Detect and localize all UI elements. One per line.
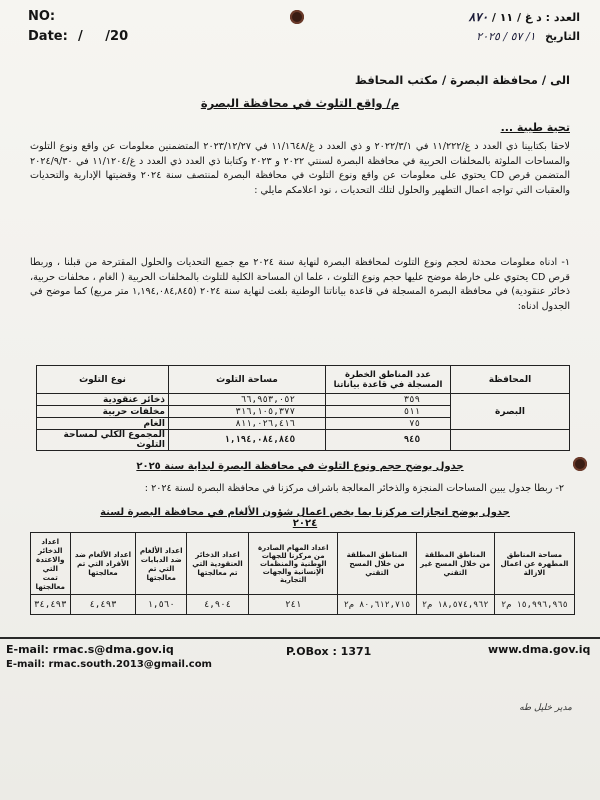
header-type: نوع التلوث (37, 366, 169, 394)
value-anti-tank: ١,٥٦٠ (136, 595, 186, 615)
punch-hole-top (290, 10, 304, 24)
header-hazard-count: عدد المناطق الخطرة المسجلة في قاعدة بياناتنا (326, 366, 451, 394)
value-anti-personnel: ٤,٤٩٣ (70, 595, 136, 615)
value-ts-released: ٨٠,٦١٢,٧١٥ م٢ (338, 595, 416, 615)
achievements-table (30, 532, 575, 615)
row-area: ٦٦,٩٥٣,٠٥٢ (169, 394, 326, 406)
value-cluster-munitions: ٤,٩٠٤ (186, 595, 248, 615)
item-2: ٢- ربطا جدول يبين المساحات المنجزة والذخائر المعالجة باشراف مركزنا في محافظة البصرة لسنة ٢٠٢٤ : (144, 483, 564, 494)
row-count: ٥١١ (326, 406, 451, 418)
paragraph-1-text: لاحقا بكتابينا ذي العدد د غ/١١/٢٢٢ في ٢٠٢٢/٣/١ و ذي العدد د غ/١١/١٦٤٨ في ٢٠٢٣/١٢/٢٧ المتضمنين معلومات عن واقع ونوع التلوث والمساحات الملوثة بالمخلفات الحربية في محافظة البصرة لسنتي ٢٠٢٢ و ٢٠٢٣ وكتابنا ذي العدد ذي العدد د غ/١١/١٢٠٤ في ٢٠٢٤/٩/٣٠ المتضمن قرص CD يحتوي على معلومات عن واقع ونوع التلوث في محافظة البصرة لمنتصف سنة ٢٠٢٤ وقضيتها الإدارية والتحديات والعقبات التي تواجه اعمال التطهير والحلول لتلك التحديات ، نود اعلامكم مايلي : (30, 141, 571, 196)
province-cell: البصرة (451, 394, 570, 430)
header-anti-personnel: اعداد الألغام ضد الأفراد التي تم معالجتها (70, 533, 136, 595)
contamination-table-header (37, 366, 570, 394)
value-ammunition: ٣٤,٤٩٣ (31, 595, 71, 615)
header-nts-released: المناطق المطلقة من خلال المسح غير التقني (416, 533, 494, 595)
total-area: ١,١٩٤,٠٨٤,٨٤٥ (169, 430, 326, 451)
header-cluster-munitions: اعداد الذخائر العنقودية التي تم معالجتها (186, 533, 248, 595)
header-ts-released: المناطق المطلقة من خلال المسح التقني (338, 533, 416, 595)
reference-number (400, 10, 580, 24)
arabic-date-value: ١/ ٥٧ / ٢٠٢٥ (476, 30, 536, 43)
arabic-date (380, 30, 580, 43)
achievements-table-header (31, 533, 575, 595)
total-label: المجموع الكلي لمساحة التلوث (37, 430, 169, 451)
punch-hole-right (573, 457, 587, 471)
row-type: ذخائر عنقودية (37, 394, 169, 406)
header-area: مساحة التلوث (169, 366, 326, 394)
date-label: Date: (28, 29, 68, 44)
row-count: ٧٥ (326, 418, 451, 430)
row-count: ٣٥٩ (326, 394, 451, 406)
greeting: تحية طيبة ... (500, 121, 570, 134)
table-total-row (37, 430, 570, 451)
email-secondary: E-mail: rmac.south.2013@gmail.com (6, 659, 212, 670)
date-value: / /20 (78, 29, 129, 44)
total-count: ٩٤٥ (326, 430, 451, 451)
table-row (37, 394, 570, 406)
header-cleared-area: مساحة المناطق المطهرة عن اعمال الازالة (494, 533, 574, 595)
table-1-caption: جدول يوضح حجم ونوع التلوث في محافظة البصرة لبداية سنة ٢٠٢٥ (136, 461, 464, 472)
table-row (31, 595, 575, 615)
item-1 (30, 256, 570, 314)
item-1-text: ١- ادناه معلومات محدثة لحجم ونوع التلوث لمحافظة البصرة لنهاية سنة ٢٠٢٤ مع جميع التحديات والحلول المقترحة من قبلنا ، وربطا قرص CD يحتوي على خارطة موضح عليها حجم ونوع التلوث ، علما ان المساحة الكلية للتلوث بالمخلفات الحربية ( الغام ، مخلفات حربية، ذخائر عنقودية) في محافظة البصرة المسجلة في قاعدة بياناتنا الوطنية بلغت لنهاية سنة ٢٠٢٤ (١,١٩٤,٠٨٤,٨٤٥ متر مربع) كما موضح في الجدول ادناه: (30, 257, 571, 312)
signature: مدير خليل طه (519, 703, 572, 713)
contamination-table (36, 365, 570, 451)
reference-handwritten: ٨٧٠ (468, 10, 489, 24)
header-tasks-issued: اعداد المهام الصادرة من مركزنا للجهات الوطنية والمنظمات الإنسانية والجهات التجارية (249, 533, 338, 595)
row-area: ٣١٦,١٠٥,٣٧٧ (169, 406, 326, 418)
value-tasks-issued: ٢٤١ (249, 595, 338, 615)
value-nts-released: ١٨,٥٧٤,٩٦٢ م٢ (416, 595, 494, 615)
arabic-date-label: التاريخ (545, 30, 580, 43)
value-cleared-area: ١٥,٩٩٦,٩٦٥ م٢ (494, 595, 574, 615)
footer-divider (0, 637, 600, 639)
reference-label: العدد : د غ / ١١ / (491, 11, 580, 24)
row-area: ٨١١,٠٢٦,٤١٦ (169, 418, 326, 430)
recipient: الى / محافظة البصرة / مكتب المحافظ (354, 73, 570, 87)
no-label: NO: (28, 9, 56, 24)
row-type: مخلفات حربية (37, 406, 169, 418)
row-type: الغام (37, 418, 169, 430)
paragraph-1 (30, 140, 570, 198)
header-province: المحافظة (451, 366, 570, 394)
website: www.dma.gov.iq (488, 643, 591, 656)
email-primary: E-mail: rmac.s@dma.gov.iq (6, 643, 174, 656)
subject: م/ واقع التلوث في محافظة البصرة (200, 96, 400, 110)
header-ammunition: اعداد الذخائر والاعتدة التي تمت معالجتها (31, 533, 71, 595)
total-empty-cell (451, 430, 570, 451)
header-anti-tank: اعداد الألغام ضد الدبابات التي تم معالجتها (136, 533, 186, 595)
table-2-caption: جدول يوضح انجازات مركزنا بما يخص اعمال شؤون الألغام في محافظة البصرة لسنة ٢٠٢٤ (100, 507, 510, 529)
po-box: P.OBox : 1371 (286, 645, 372, 658)
